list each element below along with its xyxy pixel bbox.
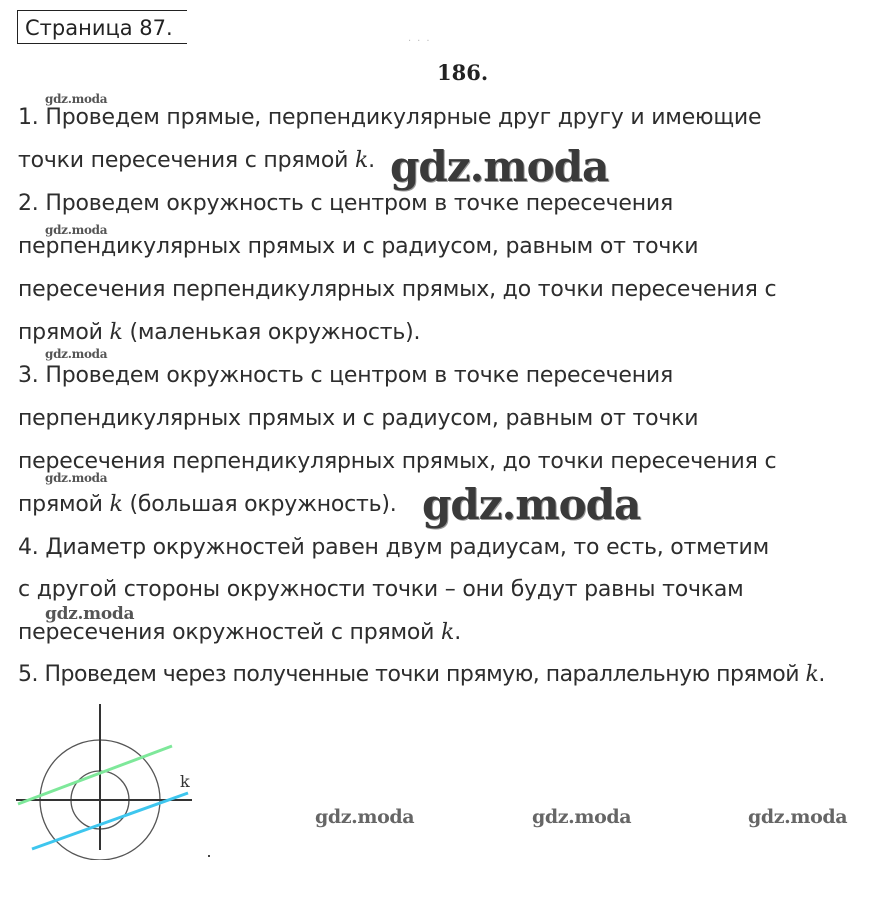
- variable-k: k: [805, 662, 819, 687]
- watermark-small: gdz.moda: [45, 471, 108, 485]
- watermark-big: gdz.moda: [422, 480, 641, 529]
- variable-k: k: [441, 620, 455, 645]
- parallel-line-cyan: [32, 793, 188, 849]
- watermark-mid: gdz.moda: [315, 806, 415, 828]
- step-4-line-2: с другой стороны окружности точки – они будут равны точкам: [18, 577, 744, 602]
- step-text: (маленькая окружность).: [122, 320, 421, 345]
- step-2-line-4: [18, 320, 420, 345]
- watermark-small: gdz.moda: [45, 92, 108, 106]
- step-1-line-1: 1. Проведем прямые, перпендикулярные друг другу и имеющие: [18, 105, 762, 130]
- stray-dot: [208, 855, 210, 857]
- step-text: .: [454, 620, 461, 645]
- step-text: (большая окружность).: [122, 492, 397, 517]
- step-2-line-3: пересечения перпендикулярных прямых, до точки пересечения с: [18, 277, 777, 302]
- variable-k: k: [109, 320, 123, 345]
- watermark-mid: gdz.moda: [748, 806, 848, 828]
- step-text: точки пересечения с прямой: [18, 148, 355, 173]
- step-2-line-2: перпендикулярных прямых и с радиусом, равным от точки: [18, 234, 699, 259]
- parallel-line-green: [18, 746, 172, 804]
- step-text: прямой: [18, 320, 110, 345]
- step-text: .: [368, 148, 375, 173]
- construction-diagram: [10, 700, 210, 860]
- variable-k: k: [354, 148, 369, 173]
- watermark-small: gdz.moda: [45, 604, 135, 624]
- step-3-line-4: [18, 492, 397, 517]
- watermark-mid: gdz.moda: [532, 806, 632, 828]
- step-text: пересечения окружностей с прямой: [18, 620, 442, 645]
- page-label: Страница 87.: [17, 10, 187, 44]
- line-k-label: k: [180, 772, 190, 791]
- step-5-line-1: [18, 662, 825, 687]
- variable-k: k: [109, 492, 123, 517]
- step-3-line-2: перпендикулярных прямых и с радиусом, равным от точки: [18, 406, 699, 431]
- step-text: 5. Проведем через полученные точки прямую, параллельную прямой: [18, 662, 806, 687]
- faint-dots: ···: [408, 36, 436, 47]
- step-text: прямой: [18, 492, 110, 517]
- step-4-line-1: 4. Диаметр окружностей равен двум радиусам, то есть, отметим: [18, 535, 770, 560]
- watermark-small: gdz.moda: [45, 223, 108, 237]
- watermark-big: gdz.moda: [390, 142, 609, 191]
- step-text: .: [818, 662, 825, 687]
- step-3-line-1: 3. Проведем окружность с центром в точке пересечения: [18, 363, 674, 388]
- watermark-small: gdz.moda: [45, 347, 108, 361]
- step-3-line-3: пересечения перпендикулярных прямых, до точки пересечения с: [18, 449, 777, 474]
- step-2-line-1: 2. Проведем окружность с центром в точке пересечения: [18, 191, 674, 216]
- task-number: 186.: [437, 60, 489, 85]
- step-1-line-2: [18, 148, 375, 173]
